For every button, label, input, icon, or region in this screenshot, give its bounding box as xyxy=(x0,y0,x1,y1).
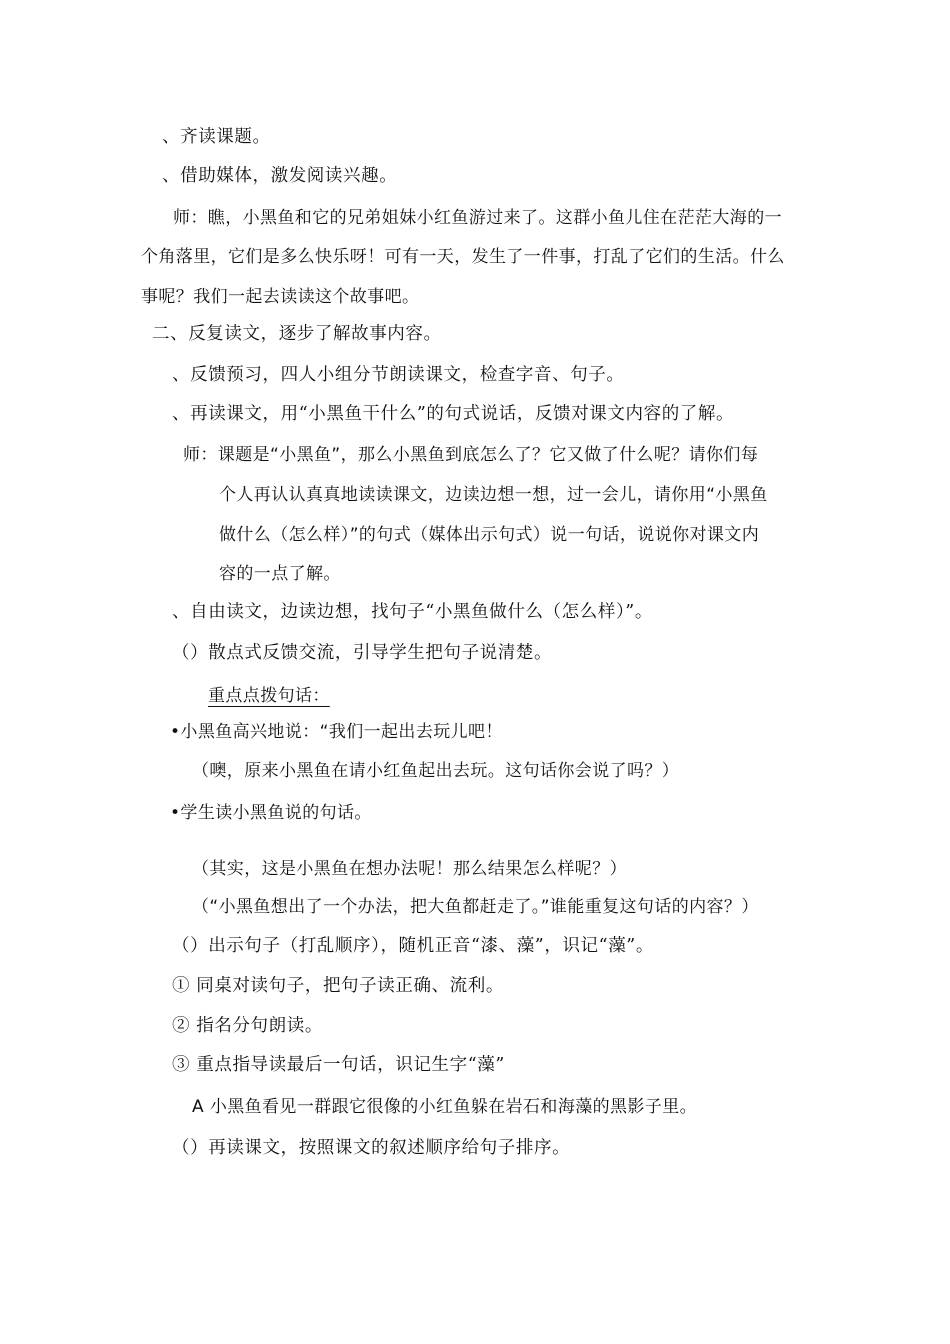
text-line: 、自由读文，边读边想，找句子“小黑鱼做什么（怎么样）”。 xyxy=(172,602,653,622)
numbered-item: ① 同桌对读句子，把句子读正确、流利。 xyxy=(172,976,504,996)
text-line: 、齐读课题。 xyxy=(162,127,271,147)
numbered-item: ③ 重点指导读最后一句话，识记生字“藻” xyxy=(172,1055,505,1075)
section-heading: 二、反复读文，逐步了解故事内容。 xyxy=(152,324,442,344)
text-line: （）散点式反馈交流，引导学生把句子说清楚。 xyxy=(172,643,553,663)
text-line: （）出示句子（打乱顺序），随机正音“漆、藻”，识记“藻”。 xyxy=(172,936,654,956)
text-line: 师：课题是“小黑鱼”，那么小黑鱼到底怎么了？它又做了什么呢？请你们每 xyxy=(183,445,759,465)
text-line: A 小黑鱼看见一群跟它很像的小红鱼躲在岩石和海藻的黑影子里。 xyxy=(192,1097,698,1117)
text-line: 个角落里，它们是多么快乐呀！可有一天，发生了一件事，打乱了它们的生活。什么 xyxy=(141,247,785,267)
subheading: 重点点拨句话： xyxy=(208,686,330,706)
text-line: 、借助媒体，激发阅读兴趣。 xyxy=(162,166,398,186)
text-line: 师：瞧，小黑鱼和它的兄弟姐妹小红鱼游过来了。这群小鱼儿住在茫茫大海的一 xyxy=(173,208,782,228)
text-line: 、反馈预习，四人小组分节朗读课文，检查字音、句子。 xyxy=(172,365,625,385)
text-line: 个人再认认真真地读读课文，边读边想一想，过一会儿，请你用“小黑鱼 xyxy=(219,485,768,505)
text-line: 事呢？我们一起去读读这个故事吧。 xyxy=(141,287,420,307)
text-line: 、再读课文，用“小黑鱼干什么”的句式说话，反馈对课文内容的了解。 xyxy=(172,404,735,424)
text-line: （其实，这是小黑鱼在想办法呢！那么结果怎么样呢？） xyxy=(192,859,627,879)
text-line: （噢，原来小黑鱼在请小红鱼起出去玩。这句话你会说了吗？） xyxy=(192,761,680,781)
bullet-item: •学生读小黑鱼说的句话。 xyxy=(170,803,372,823)
bullet-item: •小黑鱼高兴地说：“我们一起出去玩儿吧！ xyxy=(170,722,503,742)
text-line: （）再读课文，按照课文的叙述顺序给句子排序。 xyxy=(172,1138,571,1158)
text-line: 做什么（怎么样）”的句式（媒体出示句式）说一句话，说说你对课文内 xyxy=(219,525,760,545)
text-line: 容的一点了解。 xyxy=(219,564,341,584)
numbered-item: ② 指名分句朗读。 xyxy=(172,1016,323,1036)
text-line: （“小黑鱼想出了一个办法，把大鱼都赶走了。”谁能重复这句话的内容？） xyxy=(192,897,759,917)
